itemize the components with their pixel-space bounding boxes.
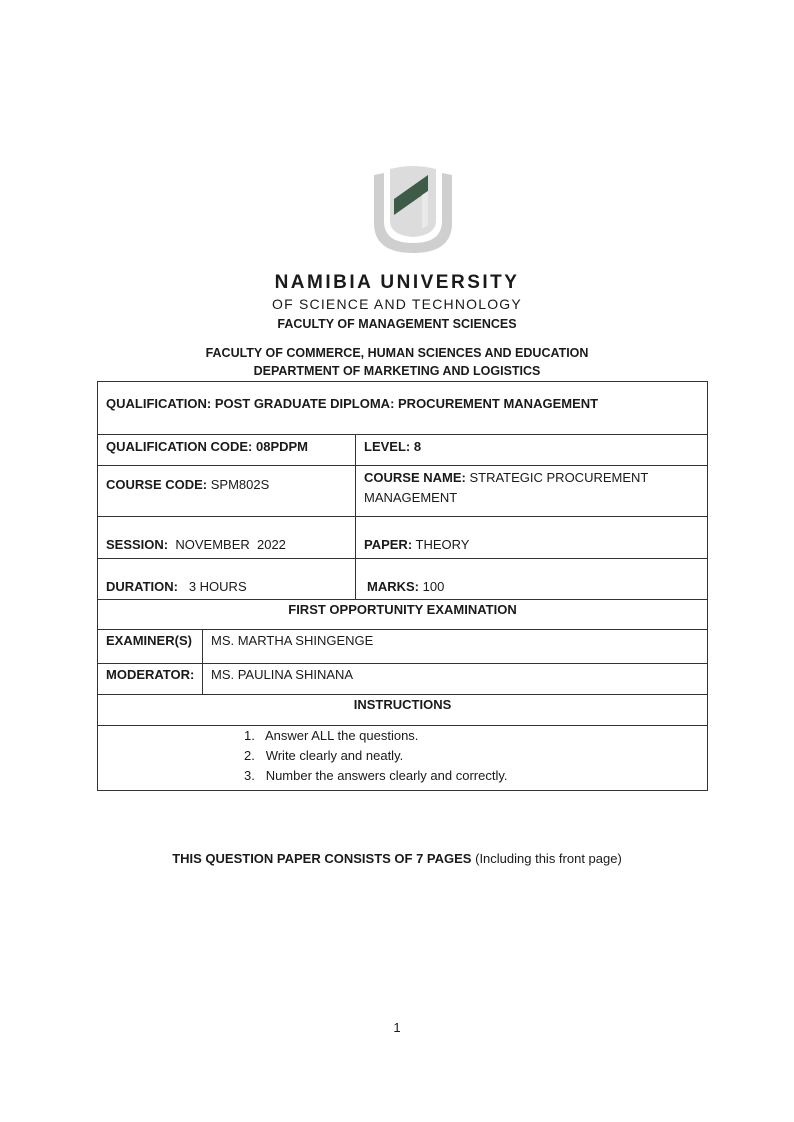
instructions-list [98, 726, 707, 790]
instruction-item: 2. Write clearly and neatly. [244, 748, 404, 763]
university-logo-icon [370, 163, 456, 255]
instruction-item: 3. Number the answers clearly and correctly. [244, 768, 508, 783]
instruction-item: 1. Answer ALL the questions. [244, 728, 419, 743]
instructions-heading: INSTRUCTIONS [353, 697, 452, 712]
examiner-value: MS. MARTHA SHINGENGE [211, 633, 374, 648]
faculty-name: FACULTY OF MANAGEMENT SCIENCES [277, 317, 517, 331]
level-label: LEVEL: [364, 439, 411, 454]
level-value: 8 [413, 439, 422, 454]
instructions-heading-row [98, 695, 707, 726]
university-name: NAMIBIA UNIVERSITY [274, 272, 520, 293]
page-count-note-text: (Including this front page) [475, 851, 622, 866]
examiner-row [98, 630, 707, 664]
course-name-value: STRATEGIC PROCUREMENT [469, 470, 649, 485]
examiner-label: EXAMINER(S) [106, 633, 192, 648]
faculty-name-2: FACULTY OF COMMERCE, HUMAN SCIENCES AND EDUCATION [205, 346, 589, 360]
session-label: SESSION: [106, 537, 169, 552]
course-name-value-2: MANAGEMENT [364, 490, 458, 505]
course-name-label: COURSE NAME: [364, 470, 466, 485]
moderator-value: MS. PAULINA SHINANA [211, 667, 354, 682]
page-count-note [0, 851, 794, 866]
duration-value: 3 HOURS [188, 579, 247, 594]
qual-code-label: QUALIFICATION CODE: [106, 439, 253, 454]
course-code-value: SPM802S [210, 477, 270, 492]
university-subtitle: OF SCIENCE AND TECHNOLOGY [272, 296, 522, 312]
opportunity-row [98, 600, 707, 630]
qual-code-value: 08PDPM [255, 439, 309, 454]
duration-row [98, 559, 707, 600]
exam-info-table [97, 381, 708, 791]
course-row [98, 466, 707, 517]
course-code-label: COURSE CODE: [106, 477, 208, 492]
department-name: DEPARTMENT OF MARKETING AND LOGISTICS [253, 364, 541, 378]
moderator-row [98, 664, 707, 695]
qualification-row [98, 382, 707, 435]
duration-label: DURATION: [106, 579, 178, 594]
moderator-label: MODERATOR: [106, 667, 195, 682]
paper-label: PAPER: [364, 537, 413, 552]
opportunity-title: FIRST OPPORTUNITY EXAMINATION [288, 602, 517, 617]
qualification-label: QUALIFICATION: [106, 396, 212, 411]
page-number: 1 [393, 1020, 401, 1035]
qualification-code-row [98, 435, 707, 466]
paper-value: THEORY [415, 537, 470, 552]
session-value: NOVEMBER 2022 [175, 537, 286, 552]
page-count-bold: THIS QUESTION PAPER CONSISTS OF 7 PAGES [172, 851, 472, 866]
session-row [98, 517, 707, 559]
marks-value: 100 [422, 579, 445, 594]
marks-label: MARKS: [367, 579, 419, 594]
qualification-value: POST GRADUATE DIPLOMA: PROCUREMENT MANAGEMENT [214, 396, 599, 411]
